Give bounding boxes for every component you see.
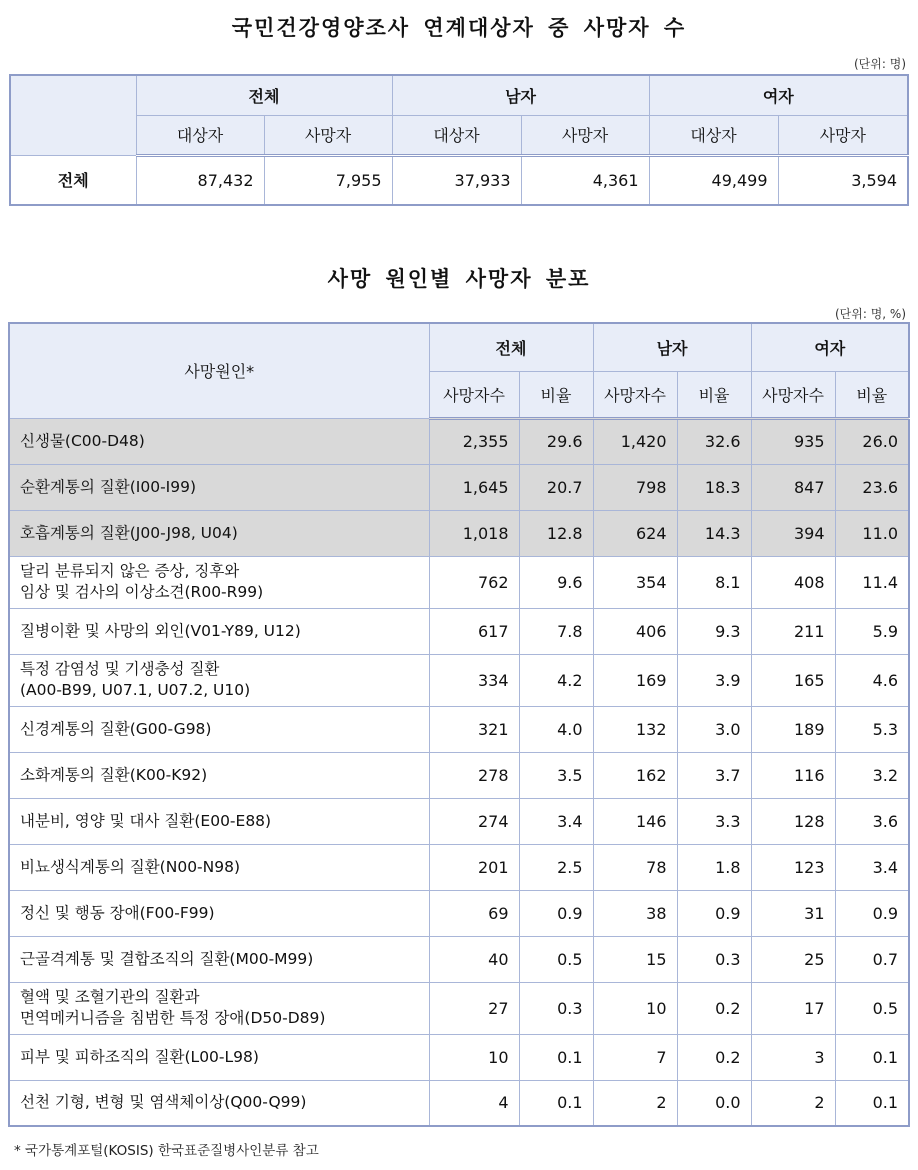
cause-count-cell: 762 bbox=[429, 556, 519, 608]
summary-group-male: 남자 bbox=[392, 75, 649, 115]
summary-subheader: 사망자 bbox=[264, 115, 392, 155]
cause-row bbox=[9, 844, 909, 890]
cause-count-cell: 189 bbox=[751, 706, 835, 752]
cause-count-cell: 354 bbox=[593, 556, 677, 608]
cause-count-cell: 123 bbox=[751, 844, 835, 890]
cause-count-cell: 116 bbox=[751, 752, 835, 798]
cause-ratio-cell: 7.8 bbox=[519, 608, 593, 654]
cause-ratio-cell: 0.5 bbox=[835, 982, 909, 1034]
summary-subheader-row bbox=[10, 115, 908, 155]
causes-group-female: 여자 bbox=[751, 323, 909, 371]
cause-ratio-cell: 3.5 bbox=[519, 752, 593, 798]
cause-row bbox=[9, 1034, 909, 1080]
cause-ratio-cell: 0.5 bbox=[519, 936, 593, 982]
cause-row bbox=[9, 418, 909, 464]
cause-ratio-cell: 3.6 bbox=[835, 798, 909, 844]
cause-ratio-cell: 0.2 bbox=[677, 1034, 751, 1080]
cause-count-cell: 408 bbox=[751, 556, 835, 608]
cause-ratio-cell: 9.6 bbox=[519, 556, 593, 608]
cause-count-cell: 274 bbox=[429, 798, 519, 844]
cause-label: 피부 및 피하조직의 질환(L00-L98) bbox=[9, 1034, 429, 1080]
cause-ratio-cell: 9.3 bbox=[677, 608, 751, 654]
cause-count-cell: 165 bbox=[751, 654, 835, 706]
cause-label: 신경계통의 질환(G00-G98) bbox=[9, 706, 429, 752]
cause-count-cell: 10 bbox=[429, 1034, 519, 1080]
summary-subheader: 사망자 bbox=[521, 115, 649, 155]
causes-unit-note: (단위: 명, %) bbox=[834, 307, 906, 321]
summary-cell: 4,361 bbox=[521, 155, 649, 205]
causes-table bbox=[8, 322, 910, 1127]
causes-table-body bbox=[9, 418, 909, 1126]
summary-cell: 37,933 bbox=[392, 155, 521, 205]
cause-count-cell: 162 bbox=[593, 752, 677, 798]
causes-title: 사망 원인별 사망자 분포 bbox=[327, 267, 591, 291]
summary-title: 국민건강영양조사 연계대상자 중 사망자 수 bbox=[231, 16, 687, 40]
cause-ratio-cell: 3.4 bbox=[835, 844, 909, 890]
cause-label: 내분비, 영양 및 대사 질환(E00-E88) bbox=[9, 798, 429, 844]
cause-count-cell: 4 bbox=[429, 1080, 519, 1126]
cause-row bbox=[9, 982, 909, 1034]
cause-count-cell: 38 bbox=[593, 890, 677, 936]
cause-count-cell: 15 bbox=[593, 936, 677, 982]
cause-column-header: 사망원인* bbox=[9, 323, 429, 418]
cause-count-cell: 78 bbox=[593, 844, 677, 890]
cause-ratio-cell: 4.2 bbox=[519, 654, 593, 706]
summary-cell: 49,499 bbox=[649, 155, 778, 205]
summary-group-female: 여자 bbox=[649, 75, 908, 115]
cause-count-cell: 2 bbox=[751, 1080, 835, 1126]
cause-count-cell: 3 bbox=[751, 1034, 835, 1080]
cause-row bbox=[9, 890, 909, 936]
cause-row bbox=[9, 510, 909, 556]
cause-ratio-cell: 0.1 bbox=[519, 1080, 593, 1126]
cause-count-cell: 69 bbox=[429, 890, 519, 936]
cause-count-cell: 321 bbox=[429, 706, 519, 752]
summary-row-label: 전체 bbox=[10, 155, 136, 205]
cause-count-cell: 935 bbox=[751, 418, 835, 464]
cause-count-cell: 278 bbox=[429, 752, 519, 798]
cause-ratio-cell: 0.9 bbox=[835, 890, 909, 936]
cause-ratio-cell: 1.8 bbox=[677, 844, 751, 890]
cause-count-cell: 17 bbox=[751, 982, 835, 1034]
cause-ratio-cell: 0.3 bbox=[519, 982, 593, 1034]
cause-count-cell: 27 bbox=[429, 982, 519, 1034]
causes-subheader: 비율 bbox=[519, 371, 593, 418]
cause-ratio-cell: 5.3 bbox=[835, 706, 909, 752]
cause-count-cell: 617 bbox=[429, 608, 519, 654]
cause-count-cell: 2 bbox=[593, 1080, 677, 1126]
summary-subheader: 대상자 bbox=[649, 115, 778, 155]
cause-label: 호흡계통의 질환(J00-J98, U04) bbox=[9, 510, 429, 556]
summary-cell: 3,594 bbox=[778, 155, 908, 205]
summary-group-total: 전체 bbox=[136, 75, 392, 115]
cause-ratio-cell: 18.3 bbox=[677, 464, 751, 510]
cause-count-cell: 2,355 bbox=[429, 418, 519, 464]
cause-count-cell: 1,018 bbox=[429, 510, 519, 556]
cause-count-cell: 128 bbox=[751, 798, 835, 844]
summary-subheader: 대상자 bbox=[136, 115, 264, 155]
cause-ratio-cell: 4.0 bbox=[519, 706, 593, 752]
cause-count-cell: 394 bbox=[751, 510, 835, 556]
cause-label: 정신 및 행동 장애(F00-F99) bbox=[9, 890, 429, 936]
cause-row bbox=[9, 936, 909, 982]
cause-count-cell: 10 bbox=[593, 982, 677, 1034]
cause-ratio-cell: 3.7 bbox=[677, 752, 751, 798]
causes-subheader: 사망자수 bbox=[593, 371, 677, 418]
summary-cell: 7,955 bbox=[264, 155, 392, 205]
summary-unit-note: (단위: 명) bbox=[854, 57, 906, 71]
summary-cell: 87,432 bbox=[136, 155, 264, 205]
cause-label: 질병이환 및 사망의 외인(V01-Y89, U12) bbox=[9, 608, 429, 654]
cause-ratio-cell: 29.6 bbox=[519, 418, 593, 464]
cause-ratio-cell: 0.9 bbox=[677, 890, 751, 936]
cause-label: 순환계통의 질환(I00-I99) bbox=[9, 464, 429, 510]
cause-row bbox=[9, 608, 909, 654]
cause-count-cell: 146 bbox=[593, 798, 677, 844]
cause-ratio-cell: 5.9 bbox=[835, 608, 909, 654]
cause-ratio-cell: 23.6 bbox=[835, 464, 909, 510]
cause-label: 비뇨생식계통의 질환(N00-N98) bbox=[9, 844, 429, 890]
cause-count-cell: 624 bbox=[593, 510, 677, 556]
cause-row bbox=[9, 556, 909, 608]
cause-row bbox=[9, 654, 909, 706]
cause-label: 신생물(C00-D48) bbox=[9, 418, 429, 464]
cause-count-cell: 201 bbox=[429, 844, 519, 890]
cause-ratio-cell: 12.8 bbox=[519, 510, 593, 556]
cause-count-cell: 1,420 bbox=[593, 418, 677, 464]
causes-subheader: 사망자수 bbox=[429, 371, 519, 418]
cause-ratio-cell: 0.2 bbox=[677, 982, 751, 1034]
cause-count-cell: 7 bbox=[593, 1034, 677, 1080]
cause-ratio-cell: 0.7 bbox=[835, 936, 909, 982]
cause-ratio-cell: 8.1 bbox=[677, 556, 751, 608]
causes-subheader: 비율 bbox=[835, 371, 909, 418]
cause-ratio-cell: 11.4 bbox=[835, 556, 909, 608]
cause-ratio-cell: 3.4 bbox=[519, 798, 593, 844]
cause-ratio-cell: 3.0 bbox=[677, 706, 751, 752]
cause-ratio-cell: 32.6 bbox=[677, 418, 751, 464]
cause-row bbox=[9, 706, 909, 752]
cause-ratio-cell: 0.1 bbox=[519, 1034, 593, 1080]
cause-ratio-cell: 26.0 bbox=[835, 418, 909, 464]
cause-count-cell: 40 bbox=[429, 936, 519, 982]
cause-count-cell: 169 bbox=[593, 654, 677, 706]
causes-group-male: 남자 bbox=[593, 323, 751, 371]
cause-label: 근골격계통 및 결합조직의 질환(M00-M99) bbox=[9, 936, 429, 982]
cause-ratio-cell: 14.3 bbox=[677, 510, 751, 556]
cause-count-cell: 847 bbox=[751, 464, 835, 510]
footnote: * 국가통계포털(KOSIS) 한국표준질병사인분류 참고 bbox=[14, 1143, 319, 1159]
cause-ratio-cell: 11.0 bbox=[835, 510, 909, 556]
cause-count-cell: 1,645 bbox=[429, 464, 519, 510]
causes-subheader: 비율 bbox=[677, 371, 751, 418]
causes-group-header-row bbox=[9, 323, 909, 371]
cause-ratio-cell: 3.2 bbox=[835, 752, 909, 798]
cause-count-cell: 406 bbox=[593, 608, 677, 654]
cause-ratio-cell: 4.6 bbox=[835, 654, 909, 706]
summary-group-header-row bbox=[10, 75, 908, 115]
summary-corner-cell bbox=[10, 75, 136, 155]
summary-subheader: 대상자 bbox=[392, 115, 521, 155]
summary-total-row bbox=[10, 155, 908, 205]
cause-ratio-cell: 0.0 bbox=[677, 1080, 751, 1126]
cause-ratio-cell: 0.9 bbox=[519, 890, 593, 936]
cause-count-cell: 31 bbox=[751, 890, 835, 936]
cause-count-cell: 798 bbox=[593, 464, 677, 510]
cause-ratio-cell: 20.7 bbox=[519, 464, 593, 510]
cause-ratio-cell: 3.3 bbox=[677, 798, 751, 844]
cause-label: 선천 기형, 변형 및 염색체이상(Q00-Q99) bbox=[9, 1080, 429, 1126]
cause-ratio-cell: 3.9 bbox=[677, 654, 751, 706]
cause-count-cell: 334 bbox=[429, 654, 519, 706]
cause-label: 특정 감염성 및 기생충성 질환 (A00-B99, U07.1, U07.2, U10) bbox=[9, 654, 429, 706]
cause-count-cell: 132 bbox=[593, 706, 677, 752]
causes-subheader: 사망자수 bbox=[751, 371, 835, 418]
cause-row bbox=[9, 464, 909, 510]
cause-ratio-cell: 0.3 bbox=[677, 936, 751, 982]
cause-label: 달리 분류되지 않은 증상, 징후와 임상 및 검사의 이상소견(R00-R99) bbox=[9, 556, 429, 608]
cause-row bbox=[9, 798, 909, 844]
cause-ratio-cell: 0.1 bbox=[835, 1034, 909, 1080]
cause-label: 혈액 및 조혈기관의 질환과 면역메커니즘을 침범한 특정 장애(D50-D89) bbox=[9, 982, 429, 1034]
cause-count-cell: 25 bbox=[751, 936, 835, 982]
cause-row bbox=[9, 752, 909, 798]
cause-label: 소화계통의 질환(K00-K92) bbox=[9, 752, 429, 798]
cause-count-cell: 211 bbox=[751, 608, 835, 654]
causes-group-total: 전체 bbox=[429, 323, 593, 371]
cause-ratio-cell: 2.5 bbox=[519, 844, 593, 890]
summary-table bbox=[9, 74, 909, 206]
summary-subheader: 사망자 bbox=[778, 115, 908, 155]
cause-ratio-cell: 0.1 bbox=[835, 1080, 909, 1126]
cause-row bbox=[9, 1080, 909, 1126]
